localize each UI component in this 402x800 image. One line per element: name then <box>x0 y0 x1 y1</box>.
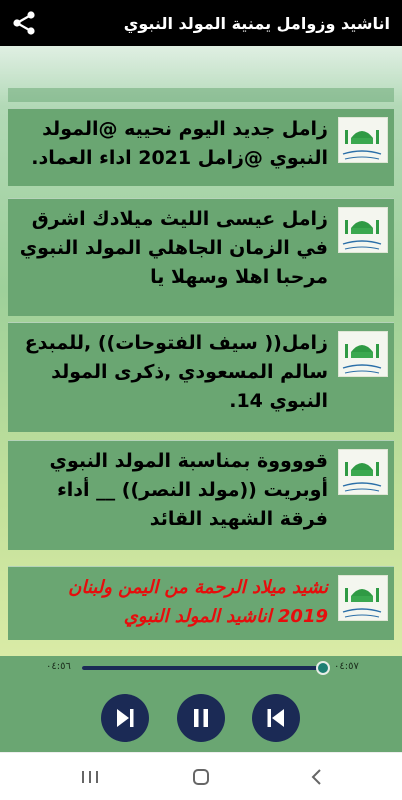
item-title: زامل عيسى الليث ميلادك اشرق في الزمان الجاهلي المولد النبوي مرحبا اهلا وسهلا يا <box>19 208 328 288</box>
nasheed-list[interactable] <box>0 46 402 656</box>
item-title: زامل جديد اليوم نحييه @المولد النبوي @زامل 2021 اداء العماد. <box>31 118 328 169</box>
list-item[interactable] <box>8 198 394 316</box>
skip-next-button[interactable] <box>101 694 149 742</box>
skip-previous-button[interactable] <box>252 694 300 742</box>
item-title: نشيد ميلاد الرحمة من اليمن ولبنان 2019 اناشيد المولد النبوي <box>68 577 328 627</box>
seek-bar[interactable] <box>82 666 328 670</box>
system-nav-bar <box>0 752 402 800</box>
item-title: قووووة بمناسبة المولد النبوي أوبريت ((مولد النصر)) __ أداء فرقة الشهيد القائد <box>49 450 328 530</box>
mosque-thumbnail-icon <box>338 449 388 495</box>
skip-next-icon <box>112 705 138 731</box>
app-title: اناشيد وزوامل يمنية المولد النبوي <box>123 13 390 33</box>
list-top-edge <box>8 88 394 102</box>
seek-knob[interactable] <box>316 661 330 675</box>
pause-icon <box>189 706 213 730</box>
total-duration: ٠٤:٥٧ <box>334 661 359 672</box>
elapsed-time: ٠٤:٥٦ <box>46 661 71 672</box>
list-item[interactable] <box>8 322 394 432</box>
back-icon[interactable] <box>306 767 326 787</box>
audio-player <box>0 656 402 752</box>
mosque-thumbnail-icon <box>338 207 388 253</box>
share-icon[interactable] <box>8 8 40 38</box>
item-title: زامل(( سيف الفتوحات)) ,للمبدع سالم المسعودي ,ذكرى المولد النبوي 14. <box>24 332 328 412</box>
pause-button[interactable] <box>177 694 225 742</box>
mosque-thumbnail-icon <box>338 575 388 621</box>
skip-previous-icon <box>263 705 289 731</box>
app-bar <box>0 0 402 46</box>
recents-icon[interactable] <box>78 767 102 787</box>
home-icon[interactable] <box>190 767 212 787</box>
seek-progress <box>82 666 323 670</box>
mosque-thumbnail-icon <box>338 117 388 163</box>
list-item[interactable] <box>8 440 394 550</box>
list-item[interactable] <box>8 108 394 186</box>
mosque-thumbnail-icon <box>338 331 388 377</box>
list-item[interactable] <box>8 566 394 640</box>
